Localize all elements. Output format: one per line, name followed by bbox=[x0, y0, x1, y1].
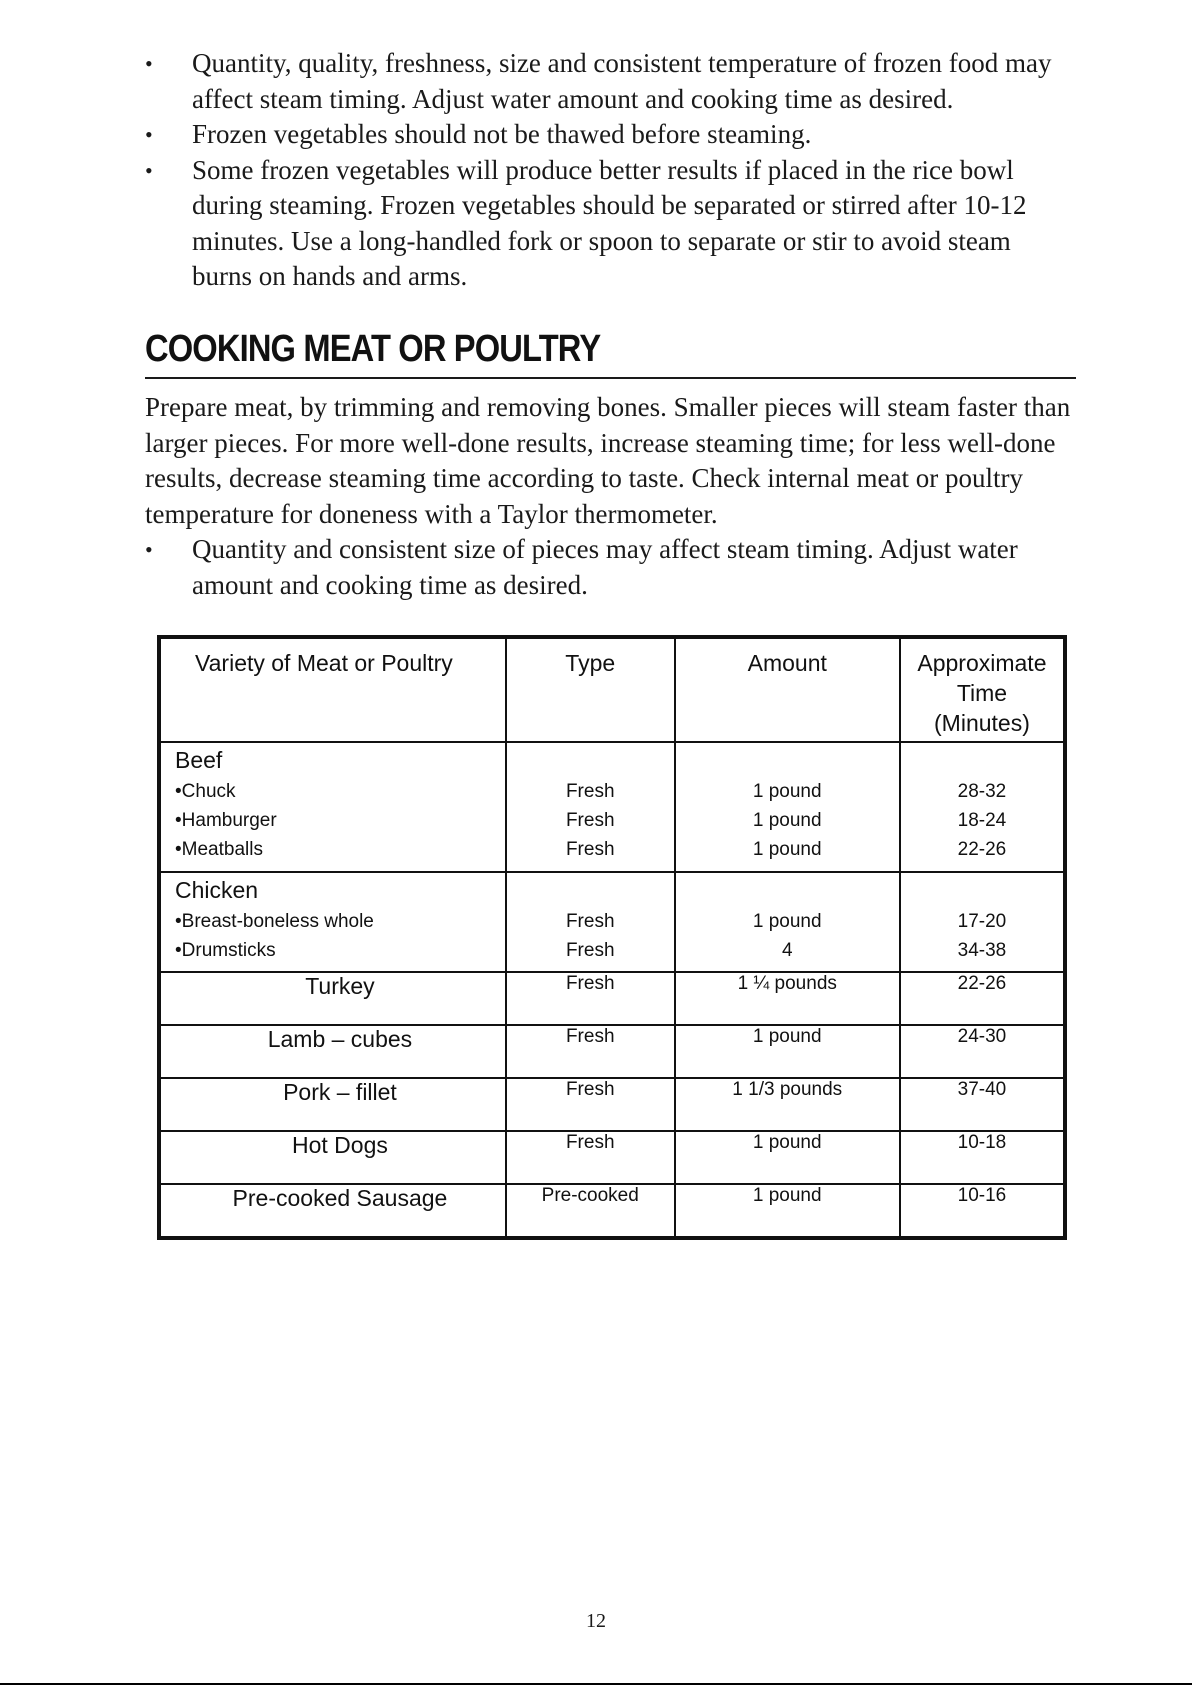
time-value: 28-32 bbox=[957, 781, 1007, 802]
type-value: Fresh bbox=[565, 911, 615, 932]
sub-item-name: •Chuck bbox=[175, 781, 236, 802]
category-name: Beef bbox=[175, 747, 223, 773]
header-time-line: (Minutes) bbox=[934, 710, 1030, 736]
bullet-item bbox=[145, 117, 1075, 153]
amount-cell: 1 pound bbox=[675, 1025, 900, 1078]
time-value: 34-38 bbox=[957, 940, 1007, 961]
header-time bbox=[900, 637, 1065, 742]
bullet-icon: • bbox=[145, 122, 153, 147]
amount-value: 4 bbox=[781, 940, 793, 961]
variety-cell: Turkey bbox=[159, 972, 506, 1025]
table-row bbox=[159, 1025, 1065, 1078]
table-row-chicken bbox=[159, 872, 1065, 972]
bullet-text: Quantity and consistent size of pieces may affect steam timing. Adjust water amount and cooking time as desired. bbox=[192, 534, 1018, 600]
amount-value: 1 pound bbox=[752, 839, 822, 860]
meat-bullet-list bbox=[145, 532, 1075, 603]
page-number: 12 bbox=[586, 1610, 606, 1632]
bullet-text: Some frozen vegetables will produce better results if placed in the rice bowl during steaming. Frozen vegetables should be separated or stirred after 10-12 minutes. Use a long-handled fork or spoon to separate or stir to avoid steam burns on hands and arms. bbox=[192, 154, 1027, 291]
category-name: Chicken bbox=[175, 877, 259, 903]
header-type: Type bbox=[506, 637, 675, 742]
amount-cell bbox=[675, 742, 900, 872]
amount-cell: 1 pound bbox=[675, 1184, 900, 1238]
header-time-line: Time bbox=[956, 680, 1008, 706]
amount-cell bbox=[675, 872, 900, 972]
header-time-line: Approximate bbox=[917, 650, 1047, 676]
table-row bbox=[159, 1184, 1065, 1238]
header-amount: Amount bbox=[675, 637, 900, 742]
table-row bbox=[159, 972, 1065, 1025]
table-row bbox=[159, 1131, 1065, 1184]
table-header-row bbox=[159, 637, 1065, 742]
variety-cell bbox=[159, 742, 506, 872]
amount-cell: 1 ¼ pounds bbox=[675, 972, 900, 1025]
bullet-text: Quantity, quality, freshness, size and consistent temperature of frozen food may affect steam timing. Adjust water amount and cooking time as desired. bbox=[192, 48, 1052, 114]
amount-value: 1 pound bbox=[752, 911, 822, 932]
frozen-food-bullet-list bbox=[145, 46, 1075, 295]
amount-value: 1 pound bbox=[752, 810, 822, 831]
amount-cell: 1 pound bbox=[675, 1131, 900, 1184]
sub-item-name: •Breast-boneless whole bbox=[175, 911, 374, 932]
type-value: Fresh bbox=[565, 940, 615, 961]
variety-cell: Lamb – cubes bbox=[159, 1025, 506, 1078]
bullet-text: Frozen vegetables should not be thawed before steaming. bbox=[192, 119, 812, 149]
intro-paragraph: Prepare meat, by trimming and removing bones. Smaller pieces will steam faster than larger pieces. For more well-done results, increase steaming time; for less well-done results, decrease steaming time according to taste. Check internal meat or poultry temperature for doneness with a Taylor thermometer. bbox=[145, 392, 1071, 529]
type-cell: Fresh bbox=[506, 1078, 675, 1131]
cooking-times-table bbox=[157, 635, 1067, 1240]
time-cell: 10-18 bbox=[900, 1131, 1065, 1184]
type-value: Fresh bbox=[565, 810, 615, 831]
type-cell bbox=[506, 872, 675, 972]
bullet-item bbox=[145, 532, 1075, 603]
time-value: 22-26 bbox=[957, 839, 1007, 860]
time-value: 17-20 bbox=[957, 911, 1007, 932]
type-cell bbox=[506, 742, 675, 872]
type-value: Fresh bbox=[565, 781, 615, 802]
type-cell: Fresh bbox=[506, 1131, 675, 1184]
time-cell: 24-30 bbox=[900, 1025, 1065, 1078]
heading-divider bbox=[145, 377, 1076, 379]
amount-cell: 1 1/3 pounds bbox=[675, 1078, 900, 1131]
type-cell: Fresh bbox=[506, 1025, 675, 1078]
sub-item-name: •Drumsticks bbox=[175, 940, 276, 961]
time-cell: 22-26 bbox=[900, 972, 1065, 1025]
time-value: 18-24 bbox=[957, 810, 1007, 831]
time-cell: 10-16 bbox=[900, 1184, 1065, 1238]
variety-cell: Hot Dogs bbox=[159, 1131, 506, 1184]
type-value: Fresh bbox=[565, 839, 615, 860]
variety-cell bbox=[159, 872, 506, 972]
bullet-item bbox=[145, 153, 1075, 295]
bullet-icon: • bbox=[145, 157, 153, 183]
bullet-icon: • bbox=[145, 537, 153, 562]
type-cell: Fresh bbox=[506, 972, 675, 1025]
bullet-icon: • bbox=[145, 51, 153, 76]
time-cell: 37-40 bbox=[900, 1078, 1065, 1131]
amount-value: 1 pound bbox=[752, 781, 822, 802]
bullet-item bbox=[145, 46, 1075, 117]
variety-cell: Pre-cooked Sausage bbox=[159, 1184, 506, 1238]
variety-cell: Pork – fillet bbox=[159, 1078, 506, 1131]
type-cell: Pre-cooked bbox=[506, 1184, 675, 1238]
time-cell bbox=[900, 872, 1065, 972]
sub-item-name: •Hamburger bbox=[175, 810, 277, 831]
section-heading: COOKING MEAT OR POULTRY bbox=[145, 328, 601, 370]
table-row-beef bbox=[159, 742, 1065, 872]
time-cell bbox=[900, 742, 1065, 872]
table-row bbox=[159, 1078, 1065, 1131]
sub-item-name: •Meatballs bbox=[175, 839, 263, 860]
header-variety: Variety of Meat or Poultry bbox=[159, 637, 506, 742]
